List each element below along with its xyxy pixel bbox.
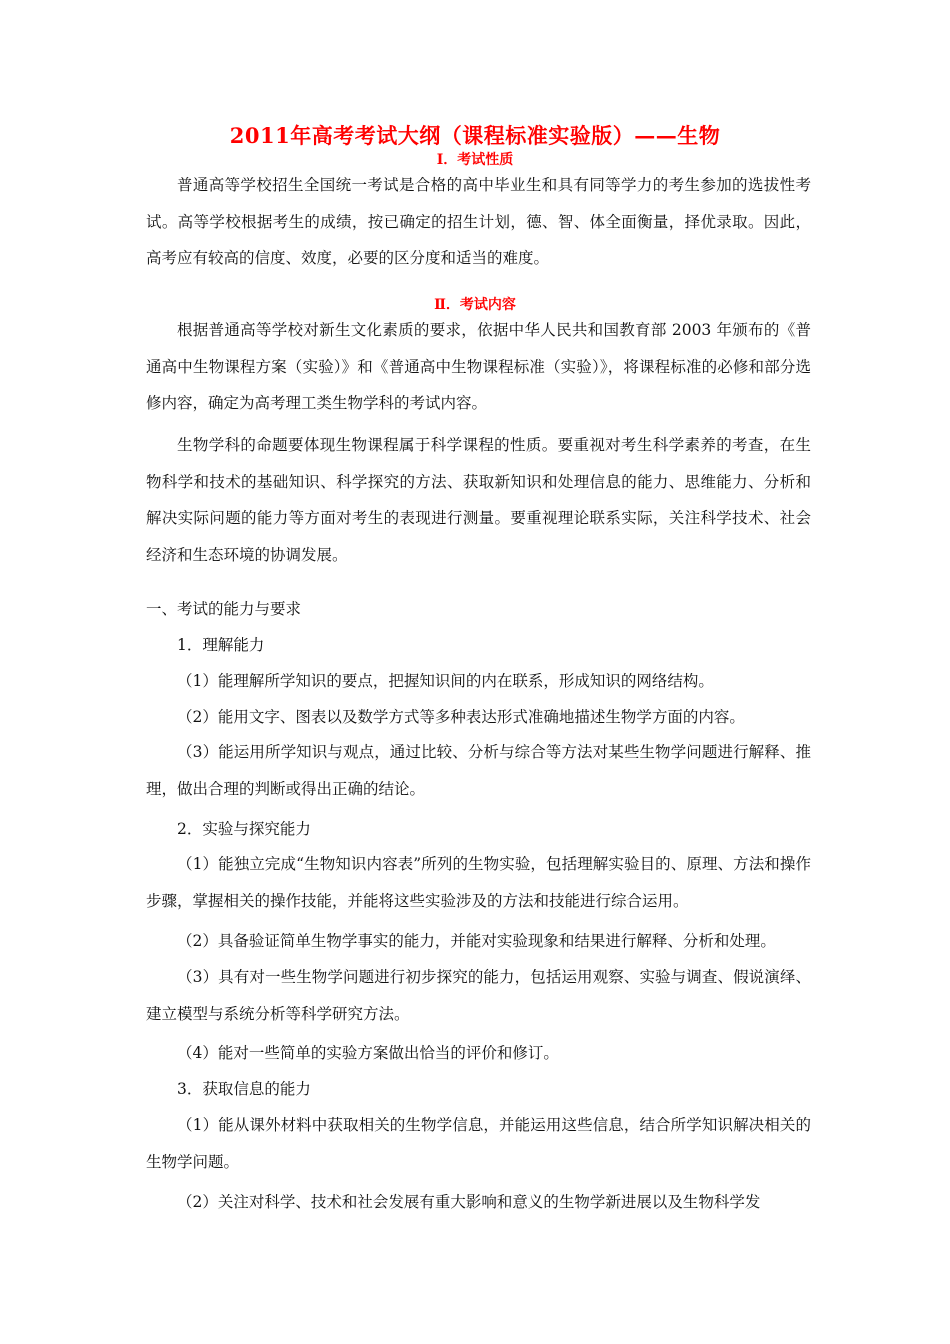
ability-item: （1）能理解所学知识的要点，把握知识间的内在联系，形成知识的网络结构。: [177, 672, 714, 690]
document-title: 2011年高考考试大纲（课程标准实验版）——生物: [229, 123, 721, 148]
paragraph-exam-content-basis: 根据普通高等学校对新生文化素质的要求，依据中华人民共和国教育部 2003 年颁布的《普通高中生物课程方案（实验）》和《普通高中生物课程标准（实验）》，将课程标准的必修和部分选修内容，确定为高考理工类生物学科的考试内容。: [146, 321, 811, 412]
ability-title-experiment: 2．实验与探究能力: [177, 820, 311, 838]
part-heading-abilities: 一、考试的能力与要求: [146, 600, 302, 618]
ability-item: （2）具备验证简单生物学事实的能力，并能对实验现象和结果进行解释、分析和处理。: [177, 932, 776, 950]
ability-item: （3）具有对一些生物学问题进行初步探究的能力，包括运用观察、实验与调查、假说演绎、建立模型与系统分析等科学研究方法。: [146, 968, 811, 1023]
paragraph-exam-content-principles: 生物学科的命题要体现生物课程属于科学课程的性质。要重视对考生科学素养的考查，在生物科学和技术的基础知识、科学探究的方法、获取新知识和处理信息的能力、思维能力、分析和解决实际问题的能力等方面对考生的表现进行测量。要重视理论联系实际，关注科学技术、社会经济和生态环境的协调发展。: [146, 436, 811, 564]
section-heading-exam-content: Ⅱ．考试内容: [434, 297, 516, 313]
ability-title-understanding: 1．理解能力: [177, 636, 265, 654]
ability-item: （2）能用文字、图表以及数学方式等多种表达形式准确地描述生物学方面的内容。: [177, 708, 745, 726]
ability-item: （4）能对一些简单的实验方案做出恰当的评价和修订。: [177, 1044, 559, 1062]
section-heading-exam-nature: Ⅰ．考试性质: [436, 152, 514, 168]
paragraph-exam-nature: 普通高等学校招生全国统一考试是合格的高中毕业生和具有同等学力的考生参加的选拔性考试。高等学校根据考生的成绩，按已确定的招生计划，德、智、体全面衡量，择优录取。因此，高考应有较高的信度、效度，必要的区分度和适当的难度。: [146, 176, 811, 267]
ability-item: （2）关注对科学、技术和社会发展有重大影响和意义的生物学新进展以及生物科学发: [177, 1193, 761, 1211]
ability-item: （1）能从课外材料中获取相关的生物学信息，并能运用这些信息，结合所学知识解决相关的生物学问题。: [146, 1116, 811, 1171]
ability-title-information: 3．获取信息的能力: [177, 1080, 311, 1098]
ability-item: （3）能运用所学知识与观点，通过比较、分析与综合等方法对某些生物学问题进行解释、推理，做出合理的判断或得出正确的结论。: [146, 743, 811, 798]
ability-item: （1）能独立完成“生物知识内容表”所列的生物实验，包括理解实验目的、原理、方法和操作步骤，掌握相关的操作技能，并能将这些实验涉及的方法和技能进行综合运用。: [146, 855, 811, 910]
